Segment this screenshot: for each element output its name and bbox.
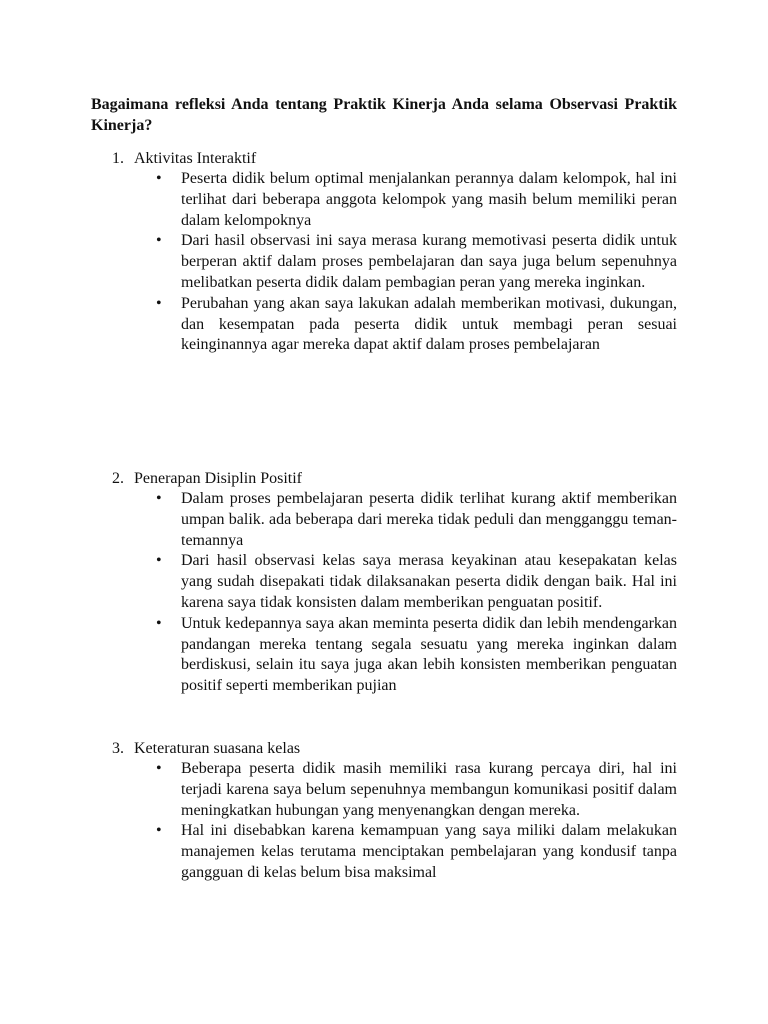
list-item-text: Dari hasil observasi kelas saya merasa keyakinan atau kesepakatan kelas yang sudah disepakati tidak dilaksanakan peserta didik dengan baik. Hal ini karena saya tidak konsisten dalam memberikan penguatan positif. bbox=[181, 552, 677, 611]
bullet-dot-icon: • bbox=[156, 822, 162, 840]
bullet-list bbox=[0, 759, 768, 884]
section-title-text: Aktivitas Interaktif bbox=[134, 150, 257, 167]
bullet-dot-icon: • bbox=[156, 170, 162, 187]
list-item-text: Hal ini disebabkan karena kemampuan yang saya miliki dalam melakukan manajemen kelas terutama menciptakan pembelajaran yang kondusif tanpa gangguan di kelas belum bisa maksimal bbox=[181, 822, 677, 881]
section-number: 2. bbox=[112, 470, 124, 487]
bullet-dot-icon: • bbox=[156, 294, 162, 312]
bullet-list bbox=[0, 169, 768, 356]
list-item-text: Dalam proses pembelajaran peserta didik terlihat kurang aktif memberikan umpan balik. ada beberapa dari mereka tidak peduli dan mengganggu teman-temannya bbox=[181, 490, 677, 549]
list-item bbox=[0, 821, 677, 883]
page-title: Bagaimana refleksi Anda tentang Praktik Kinerja Anda selama Observasi Praktik Kinerja? bbox=[91, 96, 677, 134]
list-item-text: Beberapa peserta didik masih memiliki rasa kurang percaya diri, hal ini terjadi karena saya belum sepenuhnya membangun komunikasi positif dalam meningkatkan hubungan yang menyenangkan dengan mereka. bbox=[181, 760, 677, 819]
bullet-dot-icon: • bbox=[156, 552, 162, 570]
list-item-text: Untuk kedepannya saya akan meminta peserta didik dan lebih mendengarkan pandangan mereka tentang segala sesuatu yang mereka inginkan dalam berdiskusi, selain itu saya juga akan lebih konsisten memberikan penguatan positif seperti memberikan pujian bbox=[181, 614, 677, 695]
section-number: 1. bbox=[112, 150, 124, 167]
list-item bbox=[0, 294, 677, 356]
list-item-text: Peserta didik belum optimal menjalankan perannya dalam kelompok, hal ini terlihat dari beberapa anggota kelompok yang masih belum memiliki peran dalam kelompoknya bbox=[181, 170, 677, 229]
section-title bbox=[112, 148, 256, 169]
bullet-dot-icon: • bbox=[156, 760, 162, 777]
list-item bbox=[0, 614, 677, 697]
section-number: 3. bbox=[112, 740, 124, 757]
bullet-dot-icon: • bbox=[156, 490, 162, 507]
section-title bbox=[112, 468, 302, 489]
section-title-text: Penerapan Disiplin Positif bbox=[134, 470, 302, 487]
list-item bbox=[0, 231, 677, 293]
list-item bbox=[0, 489, 677, 551]
list-item-text: Perubahan yang akan saya lakukan adalah memberikan motivasi, dukungan, dan kesempatan pada peserta didik untuk membagi peran sesuai keinginannya agar mereka dapat aktif dalam proses pembelajaran bbox=[181, 294, 677, 354]
list-item bbox=[0, 759, 677, 821]
bullet-dot-icon: • bbox=[156, 232, 162, 250]
list-item-text: Dari hasil observasi ini saya merasa kurang memotivasi peserta didik untuk berperan aktif dalam proses pembelajaran dan saya juga belum sepenuhnya melibatkan peserta didik dalam pembagian peran yang mereka inginkan. bbox=[181, 232, 677, 291]
bullet-list bbox=[0, 489, 768, 697]
section-title bbox=[112, 738, 300, 759]
list-item bbox=[0, 551, 677, 613]
section-title-text: Keteraturan suasana kelas bbox=[134, 740, 301, 757]
list-item bbox=[0, 169, 677, 231]
bullet-dot-icon: • bbox=[156, 614, 162, 632]
